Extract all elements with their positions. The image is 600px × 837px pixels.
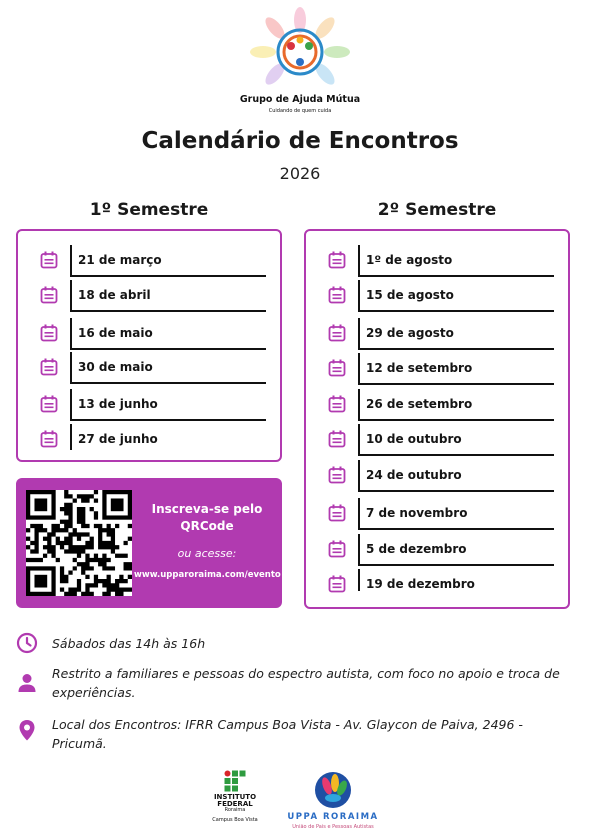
date-label: 10 de outubro — [366, 432, 462, 446]
date-label: 5 de dezembro — [366, 542, 467, 556]
date-label: 24 de outubro — [366, 468, 462, 482]
semester-2-title: 2º Semestre — [377, 200, 497, 220]
location-info — [16, 715, 576, 755]
signup-or-access: ou acesse: — [177, 547, 237, 560]
date-row — [306, 569, 568, 603]
date-label: 16 de maio — [78, 326, 153, 340]
date-row — [306, 280, 568, 314]
calendar-icon — [328, 324, 346, 342]
signup-url-link[interactable]: www.upparoraima.com/evento — [134, 570, 281, 580]
calendar-icon — [328, 286, 346, 304]
ifrr-name: INSTITUTO FEDERAL — [213, 793, 257, 808]
calendar-icon — [40, 395, 58, 413]
ifrr-logo — [212, 770, 258, 830]
ifrr-grid-icon — [224, 770, 246, 792]
date-label: 15 de agosto — [366, 288, 454, 302]
date-label: 13 de junho — [78, 397, 158, 411]
location-text: Local dos Encontros: IFRR Campus Boa Vista - Av. Glaycon de Paiva, 2496 - Pricumã. — [52, 717, 523, 751]
calendar-icon — [328, 430, 346, 448]
date-row — [18, 389, 280, 423]
calendar-icon — [328, 395, 346, 413]
semester-1-title: 1º Semestre — [89, 200, 209, 220]
calendar-icon — [328, 359, 346, 377]
date-row — [306, 498, 568, 532]
calendar-icon — [40, 286, 58, 304]
date-row — [306, 534, 568, 568]
date-row — [306, 460, 568, 494]
date-label: 27 de junho — [78, 432, 158, 446]
semester-1-list — [16, 229, 282, 462]
date-row — [18, 280, 280, 314]
logo-tagline: Cuidando de quem cuida — [268, 108, 332, 114]
date-label: 18 de abril — [78, 288, 151, 302]
calendar-icon — [40, 430, 58, 448]
semester-2-list — [304, 229, 570, 609]
date-label: 19 de dezembro — [366, 577, 475, 591]
clock-icon — [16, 632, 38, 654]
year: 2026 — [279, 164, 321, 183]
calendar-icon — [40, 251, 58, 269]
ifrr-campus: Campus Boa Vista — [212, 817, 258, 823]
calendar-icon — [328, 251, 346, 269]
group-logo — [236, 6, 364, 118]
uppa-logo — [280, 770, 386, 832]
date-label: 26 de setembro — [366, 397, 473, 411]
schedule-info — [16, 632, 576, 656]
ifrr-state: Roraima — [224, 807, 246, 813]
date-row — [306, 389, 568, 423]
date-label: 7 de novembro — [366, 506, 468, 520]
audience-info — [16, 664, 576, 704]
date-label: 29 de agosto — [366, 326, 454, 340]
date-label: 21 de março — [78, 253, 162, 267]
date-row — [18, 245, 280, 279]
calendar-icon — [40, 324, 58, 342]
qr-code[interactable] — [26, 490, 132, 596]
date-row — [18, 352, 280, 386]
date-row — [306, 424, 568, 458]
calendar-icon — [328, 575, 346, 593]
date-row — [306, 245, 568, 279]
calendar-icon — [328, 540, 346, 558]
logo-name: Grupo de Ajuda Mútua — [239, 94, 361, 105]
calendar-icon — [40, 358, 58, 376]
uppa-hands-icon — [313, 770, 353, 810]
signup-box — [16, 478, 282, 608]
page-title: Calendário de Encontros — [141, 128, 459, 154]
uppa-subtitle: União de Pais e Pessoas Autistas — [292, 824, 374, 830]
date-label: 12 de setembro — [366, 361, 473, 375]
uppa-name: UPPA RORAIMA — [287, 812, 379, 822]
audience-text: Restrito a familiares e pessoas do espectro autista, com foco no apoio e troca de experiências. — [52, 666, 560, 700]
calendar-icon — [328, 504, 346, 522]
date-row — [306, 318, 568, 352]
date-row — [18, 318, 280, 352]
date-row — [18, 424, 280, 458]
schedule-text: Sábados das 14h às 16h — [52, 636, 206, 651]
location-pin-icon — [16, 719, 38, 741]
date-label: 1º de agosto — [366, 253, 453, 267]
hands-circle-logo-icon — [245, 6, 355, 90]
date-row — [306, 353, 568, 387]
signup-heading: Inscreva-se pelo QRCode — [151, 502, 263, 533]
date-label: 30 de maio — [78, 360, 153, 374]
person-icon — [16, 672, 38, 694]
calendar-icon — [328, 466, 346, 484]
